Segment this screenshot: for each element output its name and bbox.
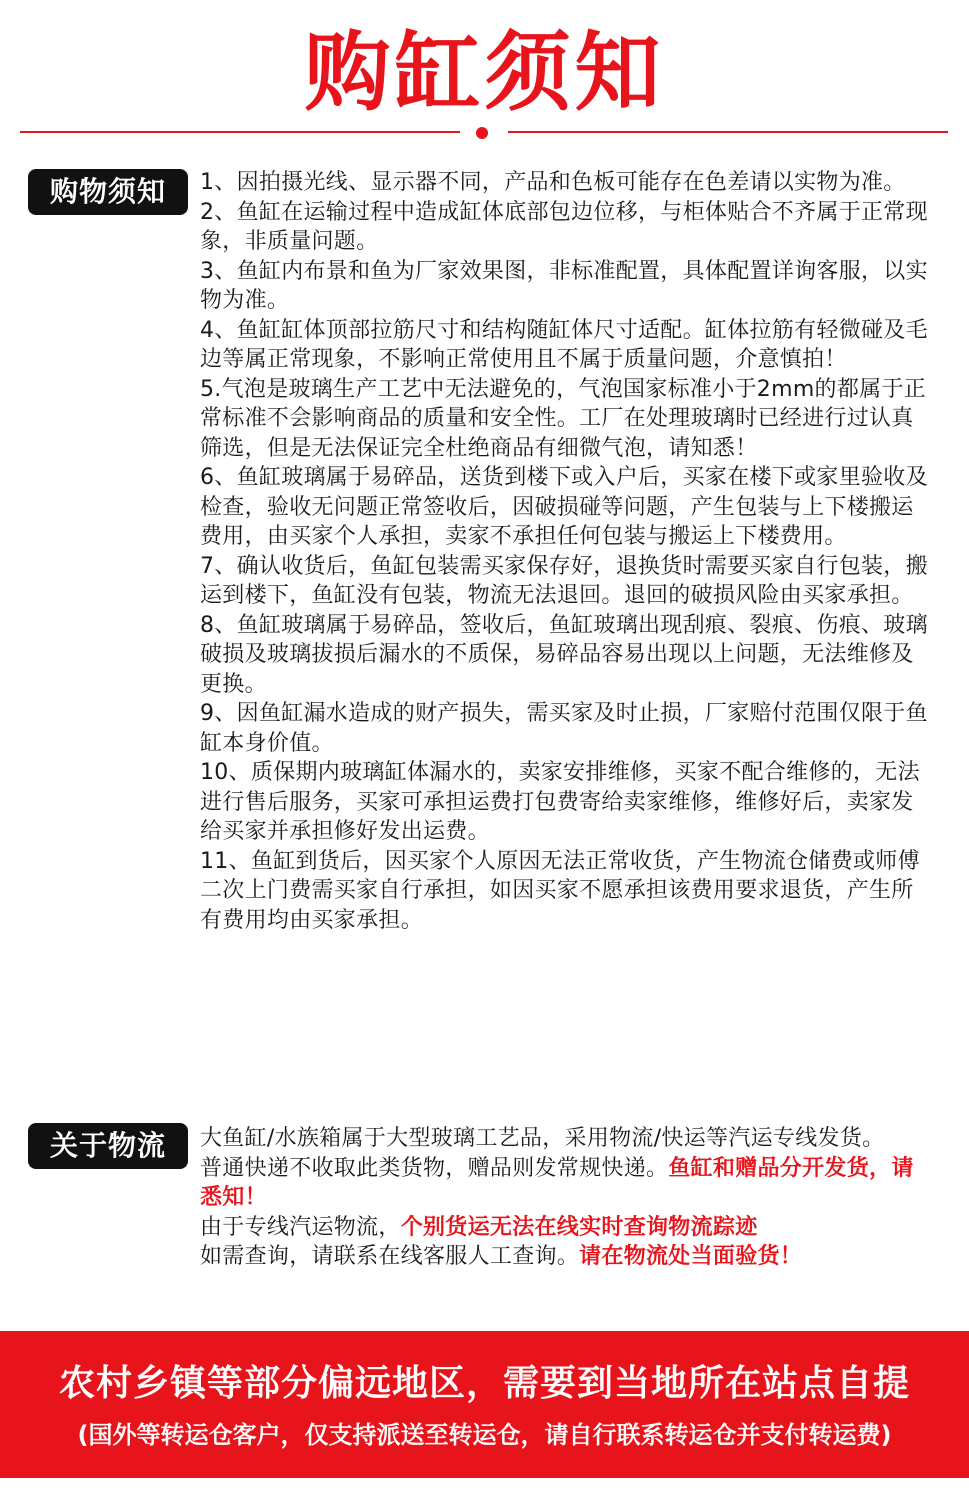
- notice-item-1: 1、因拍摄光线、显示器不同，产品和色板可能存在色差请以实物为准。: [200, 170, 906, 195]
- notice-item-5: 5.气泡是玻璃生产工艺中无法避免的，气泡国家标准小于2mm的都属于正常标准不会影响商品的质量和安全性。工厂在处理玻璃时已经进行过认真筛选，但是无法保证完全杜绝商品有细微气泡，请知悉！: [200, 376, 927, 461]
- title-divider-dot: [476, 127, 488, 139]
- logistics-line-2-highlight: 鱼缸和赠品分开发货，请悉知！: [200, 1155, 914, 1210]
- notice-item-3: 3、鱼缸内布景和鱼为厂家效果图，非标准配置，具体配置详询客服，以实物为准。: [200, 258, 928, 313]
- banner-sub-text: (国外等转运仓客户，仅支持派送至转运仓，请自行联系转运仓并支付转运费): [77, 1421, 892, 1449]
- shopping-notice-list: [200, 168, 935, 935]
- logistics-line-3-text: 由于专线汽运物流，: [200, 1214, 401, 1240]
- notice-item-11: 11、鱼缸到货后，因买家个人原因无法正常收货，产生物流仓储费或师傅二次上门费需买家自行承担，如因买家不愿承担该费用要求退货，产生所有费用均由买家承担。: [200, 848, 920, 933]
- logistics-tag: 关于物流: [28, 1123, 188, 1169]
- page-title: 购缸须知: [304, 23, 665, 123]
- notice-item-6: 6、鱼缸玻璃属于易碎品，送货到楼下或入户后，买家在楼下或家里验收及检查，验收无问题正常签收后，因破损碰等问题，产生包装与上下楼搬运费用，由买家个人承担，卖家不承担任何包装与搬运上下楼费用。: [200, 465, 928, 549]
- bottom-strip: [0, 1478, 969, 1500]
- logistics-line-4-text: 如需查询，请联系在线客服人工查询。: [200, 1244, 580, 1269]
- notice-item-2: 2、鱼缸在运输过程中造成缸体底部包边位移，与柜体贴合不齐属于正常现象，非质量问题。: [200, 199, 928, 254]
- notice-item-4: 4、鱼缸缸体顶部拉筋尺寸和结构随缸体尺寸适配。缸体拉筋有轻微碰及毛边等属正常现象，不影响正常使用且不属于质量问题，介意慎拍！: [200, 317, 928, 372]
- notice-item-10: 10、质保期内玻璃缸体漏水的，卖家安排维修，买家不配合维修的，无法进行售后服务，买家可承担运费打包费寄给卖家维修，维修好后，卖家发给买家并承担修好发出运费。: [200, 760, 920, 844]
- title-divider-left: [20, 131, 460, 133]
- notice-item-7: 7、确认收货后，鱼缸包装需买家保存好，退换货时需要买家自行包装，搬运到楼下，鱼缸没有包装，物流无法退回。退回的破损风险由买家承担。: [200, 553, 928, 608]
- notice-item-9: 9、因鱼缸漏水造成的财产损失，需买家及时止损，厂家赔付范围仅限于鱼缸本身价值。: [200, 701, 928, 756]
- notice-item-8: 8、鱼缸玻璃属于易碎品，签收后，鱼缸玻璃出现刮痕、裂痕、伤痕、玻璃破损及玻璃拔损后漏水的不质保，易碎品容易出现以上问题，无法维修及更换。: [200, 612, 928, 697]
- logistics-line-3: [200, 1213, 935, 1243]
- banner-main-text: 农村乡镇等部分偏远地区，需要到当地所在站点自提: [58, 1363, 910, 1404]
- logistics-info: [200, 1124, 935, 1272]
- title-divider-right: [508, 131, 948, 133]
- shopping-notice-tag: 购物须知: [28, 169, 188, 215]
- logistics-line-4-highlight: 请在物流处当面验货！: [579, 1244, 803, 1269]
- logistics-line-2: [200, 1154, 935, 1213]
- logistics-line-1: 大鱼缸/水族箱属于大型玻璃工艺品，采用物流/快运等汽运专线发货。: [200, 1126, 885, 1151]
- logistics-line-3-highlight: 个别货运无法在线实时查询物流踪迹: [400, 1214, 758, 1240]
- logistics-line-4: [200, 1242, 935, 1272]
- logistics-line-2-text: 普通快递不收取此类货物，赠品则发常规快递。: [200, 1155, 669, 1181]
